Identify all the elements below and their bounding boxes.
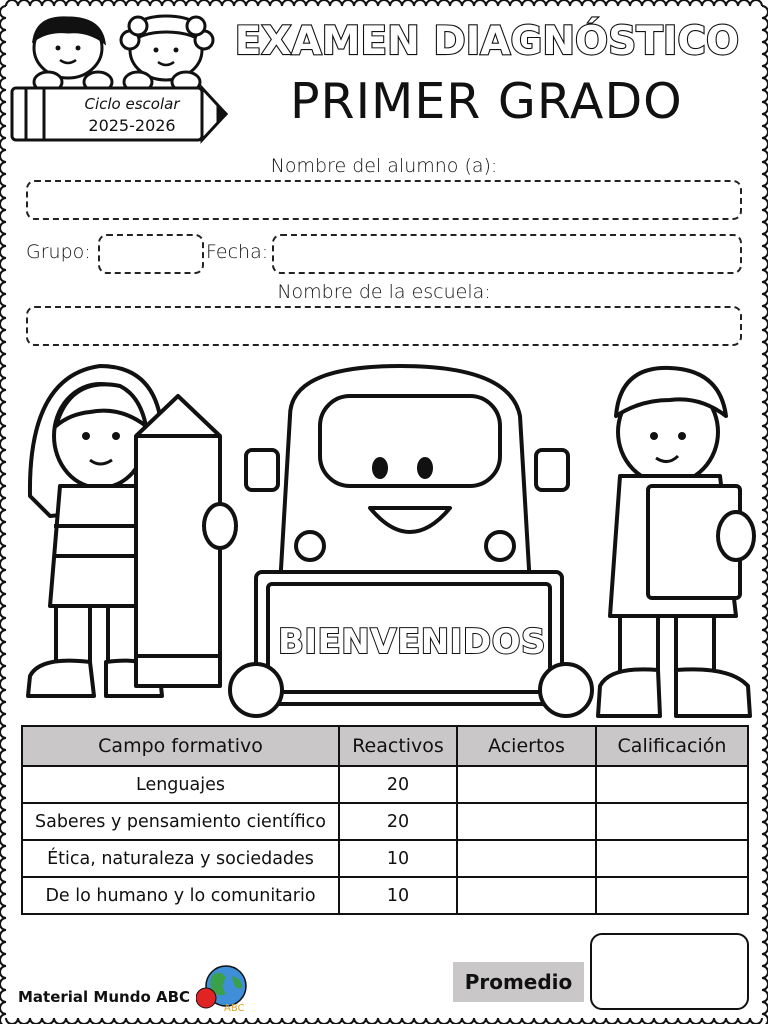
brand-name: Material Mundo ABC: [18, 988, 191, 1006]
calificacion-cell[interactable]: [596, 803, 748, 840]
table-row: [22, 877, 748, 914]
table-header-row: [22, 726, 748, 766]
group-label: Grupo:: [26, 241, 91, 263]
aciertos-cell[interactable]: [457, 877, 596, 914]
reactivos-cell: 10: [339, 840, 457, 877]
aciertos-cell[interactable]: [457, 766, 596, 803]
page-subtitle: PRIMER GRADO: [290, 73, 683, 130]
calificacion-cell[interactable]: [596, 877, 748, 914]
page-title: EXAMEN DIAGNÓSTICO: [234, 19, 740, 64]
table-row: [22, 803, 748, 840]
date-label: Fecha:: [206, 241, 269, 263]
school-cycle-years: 2025-2026: [88, 116, 176, 135]
header-campo-formativo: Campo formativo: [22, 726, 339, 766]
campo-cell: Saberes y pensamiento científico: [22, 803, 339, 840]
table-row: [22, 840, 748, 877]
globe-logo-icon: [196, 964, 252, 1014]
student-name-label: Nombre del alumno (a):: [270, 155, 498, 177]
campo-cell: Lenguajes: [22, 766, 339, 803]
aciertos-cell[interactable]: [457, 803, 596, 840]
calificacion-cell[interactable]: [596, 766, 748, 803]
reactivos-cell: 20: [339, 766, 457, 803]
welcome-sign-text: BIENVENIDOS: [277, 622, 546, 662]
date-field[interactable]: [272, 234, 742, 274]
school-name-field[interactable]: [26, 306, 742, 346]
header-calificacion: Calificación: [596, 726, 748, 766]
school-cycle-label: Ciclo escolar: [84, 95, 180, 113]
header-reactivos: Reactivos: [339, 726, 457, 766]
score-table: [21, 725, 749, 915]
calificacion-cell[interactable]: [596, 840, 748, 877]
promedio-field[interactable]: [590, 933, 749, 1010]
header-aciertos: Aciertos: [457, 726, 596, 766]
table-row: [22, 766, 748, 803]
campo-cell: De lo humano y lo comunitario: [22, 877, 339, 914]
aciertos-cell[interactable]: [457, 840, 596, 877]
promedio-label: Promedio: [453, 962, 584, 1002]
student-name-field[interactable]: [26, 180, 742, 220]
group-field[interactable]: [98, 234, 204, 274]
reactivos-cell: 20: [339, 803, 457, 840]
campo-cell: Ética, naturaleza y sociedades: [22, 840, 339, 877]
school-name-label: Nombre de la escuela:: [277, 281, 491, 303]
reactivos-cell: 10: [339, 877, 457, 914]
logo-letters: ABC: [224, 1003, 245, 1014]
